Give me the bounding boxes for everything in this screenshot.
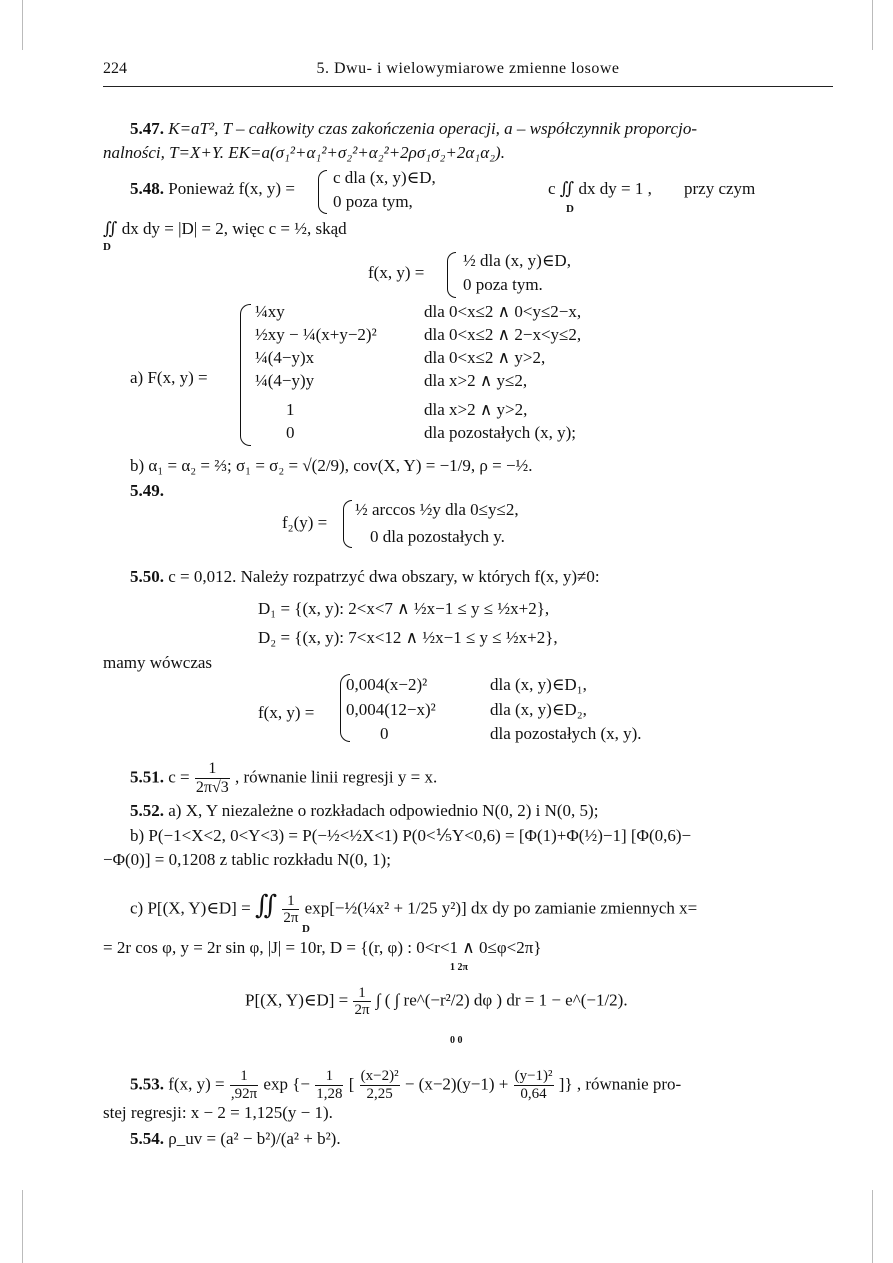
- function-lead: f₂(y) =: [282, 513, 328, 532]
- density-expr: 0,004(12−x)²: [346, 700, 436, 719]
- numerator: 1: [315, 1068, 343, 1086]
- solution-text: ρ_uv = (a² − b²)/(a² + b²).: [168, 1129, 341, 1148]
- exercise-label: 5.51.: [130, 767, 164, 787]
- cdf-cond: dla x>2 ∧ y≤2,: [424, 371, 528, 390]
- exercise-label: 5.53.: [130, 1074, 164, 1094]
- solution-text: exp[−½(¼x² + 1/25 y²)] dx dy po zamianie zmiennych x=: [304, 898, 698, 918]
- fraction: [514, 1068, 554, 1103]
- numerator: (x−2)²: [360, 1068, 399, 1084]
- solution-text: c =: [168, 767, 190, 787]
- solution-5-48-line1: [130, 178, 295, 200]
- integral-upper-limits: 1 2π: [450, 962, 468, 973]
- part-b-line: b) α₁ = α₂ = ⅔; σ₁ = σ₂ = √(2/9), cov(X, Y) = −1/9, ρ = −½.: [130, 456, 533, 475]
- fraction: [315, 1068, 343, 1103]
- solution-5-51: [130, 760, 437, 797]
- header-rule: [103, 86, 833, 87]
- fraction: [230, 1068, 258, 1103]
- numerator: (y−1)²: [514, 1068, 553, 1084]
- denominator: 1,28: [316, 1086, 343, 1102]
- case-row: 0 poza tym,: [333, 192, 413, 211]
- solution-5-52-c2: = 2r cos φ, y = 2r sin φ, |J| = 10r, D = {(r, φ) : 0<r<1 ∧ 0≤φ<2π}: [103, 938, 542, 957]
- density-expr: 0: [380, 724, 389, 743]
- denominator: ,92π: [230, 1086, 258, 1102]
- region-d2: D₂ = {(x, y): 7<x<12 ∧ ½x−1 ≤ y ≤ ½x+2},: [258, 628, 558, 647]
- cdf-expr: 1: [286, 400, 295, 419]
- case-row: ½ arccos ½y dla 0≤y≤2,: [355, 500, 519, 519]
- page-number: 224: [103, 60, 127, 77]
- probability-result: [245, 985, 628, 1018]
- solution-5-50-line1: [130, 566, 600, 588]
- function-lead: f(x, y) =: [368, 263, 425, 282]
- right-margin-line: [872, 0, 873, 50]
- case-row: 0 poza tym.: [463, 275, 543, 294]
- function-lead: f(x, y) =: [258, 703, 315, 722]
- cdf-cond: dla 0<x≤2 ∧ y>2,: [424, 348, 546, 367]
- solution-5-54: [130, 1128, 341, 1150]
- region-d1: D₁ = {(x, y): 2<x<7 ∧ ½x−1 ≤ y ≤ ½x+2},: [258, 599, 550, 618]
- denominator: 2,25: [366, 1086, 393, 1102]
- solution-5-52-c: [130, 890, 698, 926]
- case-row: ½ dla (x, y)∈D,: [463, 251, 571, 270]
- numerator: 1: [353, 985, 370, 1002]
- numerator: 1: [230, 1068, 258, 1086]
- cdf-expr: ¼xy: [255, 302, 285, 321]
- solution-text: przy czym: [684, 179, 756, 198]
- page-header: [103, 60, 833, 84]
- case-row: 0 dla pozostałych y.: [370, 527, 505, 546]
- denominator: 2π: [283, 910, 299, 926]
- exercise-label: 5.47.: [130, 119, 164, 138]
- exercise-label: 5.54.: [130, 1129, 164, 1148]
- solution-5-53: 5.53. f(x, y) = $\frac{1}{,92\pi}$ exp {− $\frac{1}{1,28}$ [ $\frac{\text{(x−2)²}}{2,25}$ − (x−2)(y−1) + $\frac{\text{(y−1)²}}{0,64}$ ]} , równanie pro-: [130, 1068, 682, 1102]
- numerator: 1: [195, 760, 230, 779]
- solution-5-52-b2: −Φ(0)] = 0,1208 z tablic rozkładu N(0, 1);: [103, 850, 391, 869]
- integral-lower-limits: 0 0: [450, 1035, 463, 1046]
- cdf-cond: dla 0<x≤2 ∧ 0<y≤2−x,: [424, 302, 582, 321]
- density-expr: 0,004(x−2)²: [346, 675, 428, 694]
- running-title: 5. Dwu- i wielowymiarowe zmienne losowe: [316, 60, 620, 77]
- solution-text: nalności, T=X+Y. EK=a(σ₁²+α₁²+σ₂²+α₂²+2ρσ₁σ₂+2α₁α₂).: [103, 143, 505, 162]
- exercise-label: 5.52.: [130, 801, 164, 820]
- cdf-expr: ½xy − ¼(x+y−2)²: [255, 325, 377, 344]
- solution-text: f(x, y) =: [168, 1074, 225, 1094]
- case-brace: [343, 500, 352, 548]
- condition-integral: c ∬ dx dy = 1 ,: [548, 179, 652, 198]
- cdf-cond: dla pozostałych (x, y);: [424, 423, 577, 442]
- integral-domain: D: [566, 203, 574, 215]
- density-cond: dla pozostałych (x, y).: [490, 724, 642, 743]
- exercise-label: 5.48.: [130, 179, 164, 198]
- case-brace: [240, 304, 251, 446]
- density-cond: dla (x, y)∈D₁,: [490, 675, 587, 694]
- double-integral: ∬: [254, 890, 278, 920]
- solution-text: ∫ ( ∫ re^(−r²/2) dφ ) dr = 1 − e^(−1/2).: [375, 990, 628, 1010]
- solution-text: − (x−2)(y−1) +: [404, 1074, 509, 1094]
- integral-domain: D: [103, 241, 111, 253]
- cdf-expr: ¼(4−y)y: [255, 371, 315, 390]
- solution-5-47-line2: [103, 142, 505, 164]
- solution-text: c = 0,012. Należy rozpatrzyć dwa obszary, w których f(x, y)≠0:: [168, 567, 600, 586]
- cdf-expr: ¼(4−y)x: [255, 348, 315, 367]
- fraction: [282, 893, 299, 926]
- solution-text: mamy wówczas: [103, 653, 213, 672]
- exercise-label: 5.49.: [130, 481, 164, 500]
- denominator: 2π: [354, 1002, 370, 1018]
- solution-text: c) P[(X, Y)∈D] =: [130, 898, 251, 918]
- fraction: [360, 1068, 400, 1103]
- solution-text: P[(X, Y)∈D] =: [245, 990, 349, 1010]
- exercise-label: 5.50.: [130, 567, 164, 586]
- numerator: 1: [282, 893, 299, 910]
- solution-text: K=aT², T – całkowity czas zakończenia operacji, a – współczynnik proporcjo-: [168, 119, 697, 138]
- integral-domain: D: [302, 923, 310, 935]
- solution-5-52-b1: b) P(−1<X<2, 0<Y<3) = P(−½<½X<1) P(0<⅕Y<0,6) = [Φ(1)+Φ(½)−1] [Φ(0,6)−: [130, 826, 692, 845]
- right-margin-line-bottom: [872, 1190, 873, 1263]
- solution-5-53-line2: stej regresji: x − 2 = 1,125(y − 1).: [103, 1103, 333, 1122]
- fraction: [353, 985, 370, 1018]
- solution-5-52-a: [130, 800, 598, 822]
- part-a-lead: a) F(x, y) =: [130, 368, 208, 387]
- case-brace: [447, 252, 456, 298]
- solution-5-47-line1: [130, 118, 697, 140]
- left-margin-line: [22, 0, 23, 50]
- left-margin-line-bottom: [22, 1190, 23, 1263]
- case-row: c dla (x, y)∈D,: [333, 168, 436, 187]
- solution-text: exp: [263, 1074, 288, 1094]
- solution-text: , równanie linii regresji y = x.: [235, 767, 438, 787]
- cdf-cond: dla 0<x≤2 ∧ 2−x<y≤2,: [424, 325, 582, 344]
- case-brace: [318, 170, 327, 214]
- solution-5-48-line2: ∬ dx dy = |D| = 2, więc c = ½, skąd: [103, 219, 347, 238]
- density-cond: dla (x, y)∈D₂,: [490, 700, 587, 719]
- cdf-expr: 0: [286, 423, 295, 442]
- solution-text: , równanie pro-: [576, 1074, 682, 1094]
- solution-text: Ponieważ f(x, y) =: [168, 179, 295, 198]
- fraction: [195, 760, 230, 797]
- cdf-cond: dla x>2 ∧ y>2,: [424, 400, 528, 419]
- solution-text: a) X, Y niezależne o rozkładach odpowiednio N(0, 2) i N(0, 5);: [168, 801, 599, 820]
- denominator: 0,64: [520, 1086, 547, 1102]
- denominator: 2π√3: [195, 779, 229, 796]
